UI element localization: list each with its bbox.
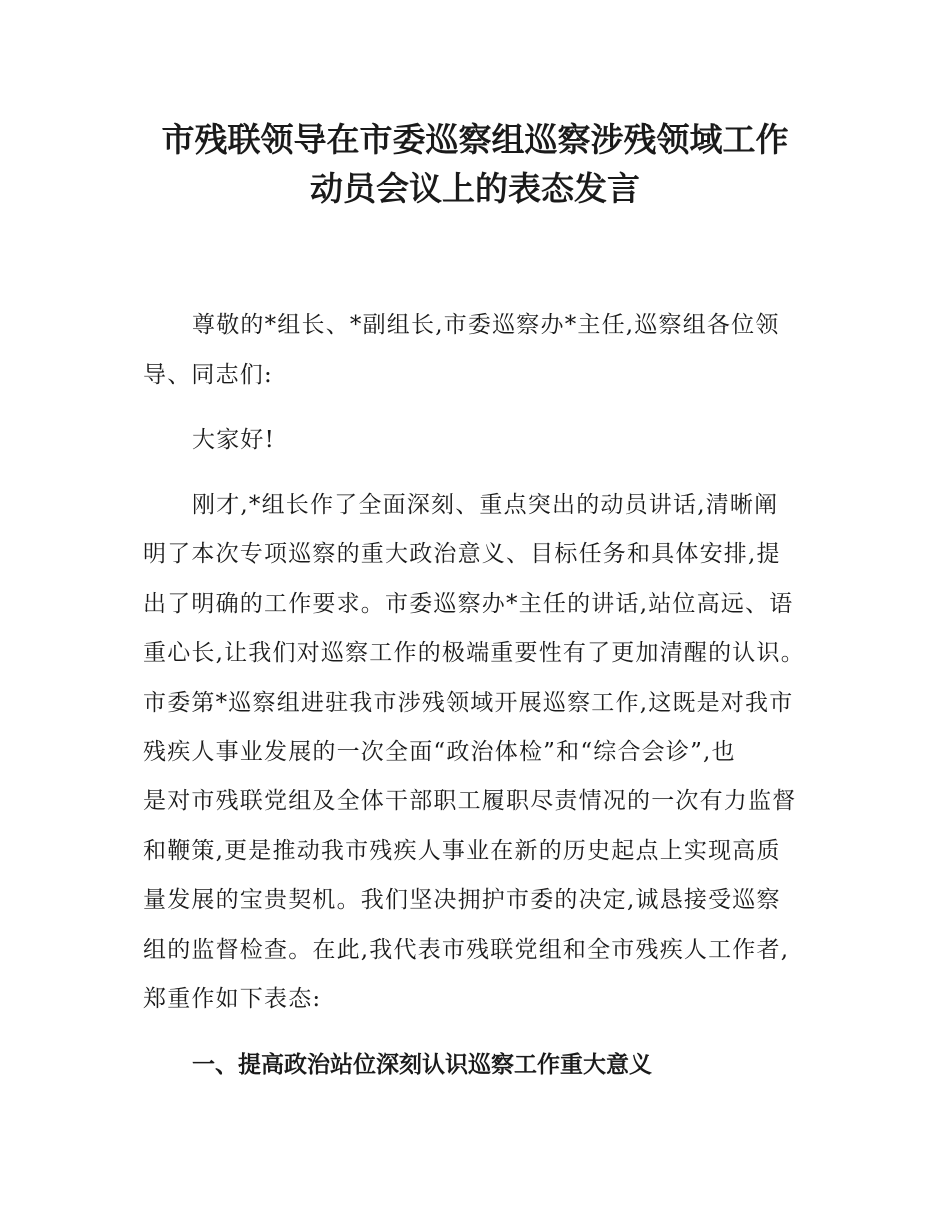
paragraph-line: 和鞭策,更是推动我市残疾人事业在新的历史起点上实现高质	[143, 838, 781, 864]
paragraph-line: 明了本次专项巡察的重大政治意义、目标任务和具体安排,提	[143, 541, 781, 567]
document-title-line-1: 市残联领导在市委巡察组巡察涉残领域工作	[161, 120, 789, 159]
paragraph-line: 组的监督检查。在此,我代表市残联党组和全市残疾人工作者,	[143, 937, 790, 963]
paragraph-line: 市委第*巡察组进驻我市涉残领域开展巡察工作,这既是对我市	[143, 690, 794, 716]
paragraph-line: 是对市残联党组及全体干部职工履职尽责情况的一次有力监督	[143, 788, 797, 814]
greeting: 大家好!	[192, 427, 276, 453]
paragraph-line: 重心长,让我们对巡察工作的极端重要性有了更加清醒的认识。	[143, 640, 805, 666]
paragraph-line: 量发展的宝贵契机。我们坚决拥护市委的决定,诚恳接受巡察	[143, 887, 781, 913]
paragraph-line: 出了明确的工作要求。市委巡察办*主任的讲话,站位高远、语	[143, 591, 794, 617]
paragraph-line: 残疾人事业发展的一次全面“政治体检”和“综合会诊”,也	[143, 739, 736, 765]
paragraph-line: 郑重作如下表态:	[143, 986, 322, 1012]
salutation-line-2: 导、同志们:	[143, 362, 273, 388]
salutation-line-1: 尊敬的*组长、*副组长,市委巡察办*主任,巡察组各位领	[192, 312, 780, 338]
document-title-line-2: 动员会议上的表态发言	[310, 169, 640, 208]
section-heading: 一、提高政治站位深刻认识巡察工作重大意义	[192, 1052, 652, 1078]
paragraph-line: 刚才,*组长作了全面深刻、重点突出的动员讲话,清晰阐	[192, 492, 779, 518]
